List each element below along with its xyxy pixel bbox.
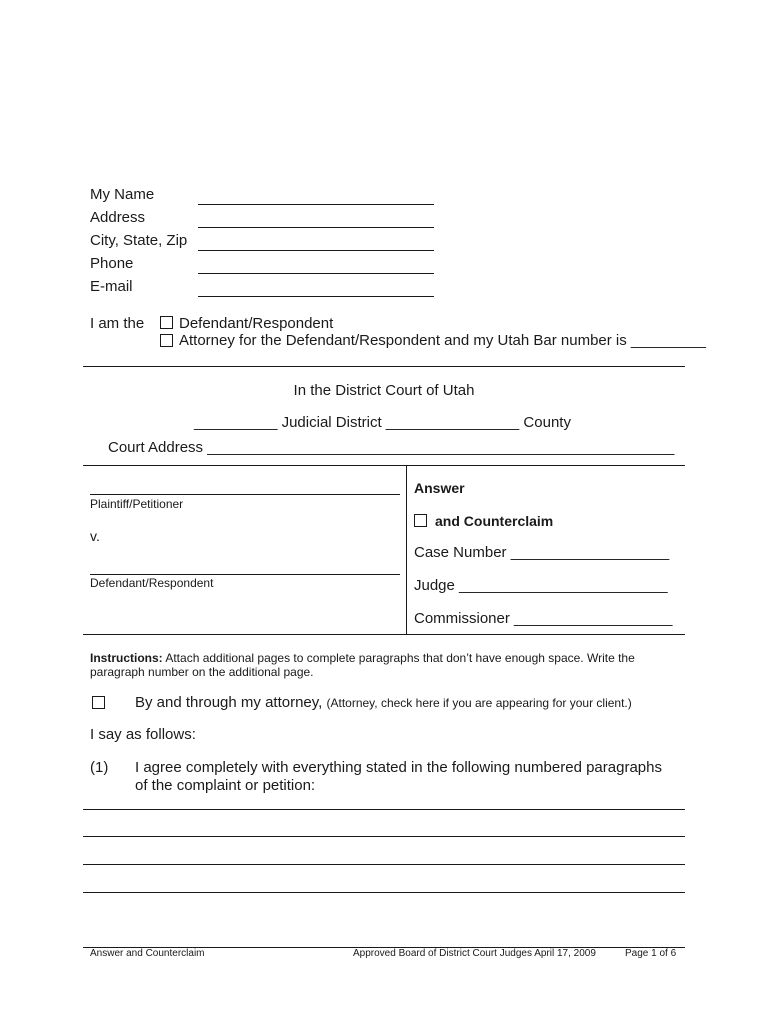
commissioner-field[interactable]: Commissioner ___________________ [414, 610, 673, 627]
court-address-line[interactable]: Court Address ________________________________________________________ [108, 439, 675, 456]
footer-form-name: Answer and Counterclaim [90, 948, 205, 959]
address-line[interactable] [198, 227, 434, 228]
my-name-label: My Name [90, 186, 155, 203]
caption-divider [406, 465, 407, 634]
case-number-field[interactable]: Case Number ___________________ [414, 544, 670, 561]
plaintiff-label: Plaintiff/Petitioner [90, 497, 184, 511]
answer-line-1[interactable] [83, 809, 685, 810]
phone-label: Phone [90, 255, 134, 272]
plaintiff-line[interactable] [90, 494, 400, 495]
defendant-option-label: Defendant/Respondent [179, 315, 334, 332]
attorney-option-label: Attorney for the Defendant/Respondent and my Utah Bar number is _________ [179, 332, 706, 349]
counterclaim-label: and Counterclaim [435, 513, 554, 529]
attorney-appearing-note: (Attorney, check here if you are appearing for your client.) [326, 696, 632, 710]
footer-approval: Approved Board of District Court Judges April 17, 2009 [353, 948, 596, 959]
phone-line[interactable] [198, 273, 434, 274]
caption-bottom-rule [83, 634, 685, 635]
answer-line-4[interactable] [83, 892, 685, 893]
attorney-checkbox[interactable] [160, 334, 173, 347]
defendant-line[interactable] [90, 574, 400, 575]
answer-line-3[interactable] [83, 864, 685, 865]
defendant-label: Defendant/Respondent [90, 576, 214, 590]
email-line[interactable] [198, 296, 434, 297]
i-am-the-label: I am the [90, 315, 145, 332]
counterclaim-checkbox[interactable] [414, 514, 427, 527]
attorney-appearing-checkbox[interactable] [92, 696, 105, 709]
instructions-label: Instructions: [90, 651, 163, 665]
email-label: E-mail [90, 278, 133, 295]
versus-label: v. [90, 528, 100, 544]
court-title: In the District Court of Utah [293, 382, 475, 399]
attorney-appearing-text [135, 694, 632, 712]
address-label: Address [90, 209, 146, 226]
defendant-checkbox[interactable] [160, 316, 173, 329]
instructions-text: Attach additional pages to complete paragraphs that don’t have enough space. Write the paragraph number on the additional page. [90, 651, 635, 679]
document-title: Answer [414, 480, 465, 496]
my-name-line[interactable] [198, 204, 434, 205]
i-say-as-follows: I say as follows: [90, 726, 196, 743]
paragraph-1-text: I agree completely with everything stated in the following numbered paragraphs of the complaint or petition: [135, 759, 662, 794]
paragraph-1-number: (1) [90, 759, 109, 776]
divider-top [83, 366, 685, 367]
instructions [90, 651, 675, 679]
district-county-line[interactable]: __________ Judicial District ________________ County [194, 414, 571, 431]
city-state-zip-line[interactable] [198, 250, 434, 251]
answer-line-2[interactable] [83, 836, 685, 837]
attorney-appearing-main: By and through my attorney, [135, 694, 327, 711]
city-state-zip-label: City, State, Zip [90, 232, 188, 249]
caption-top-rule [83, 465, 685, 466]
footer-page-number: Page 1 of 6 [625, 948, 677, 959]
judge-field[interactable]: Judge _________________________ [414, 577, 668, 594]
